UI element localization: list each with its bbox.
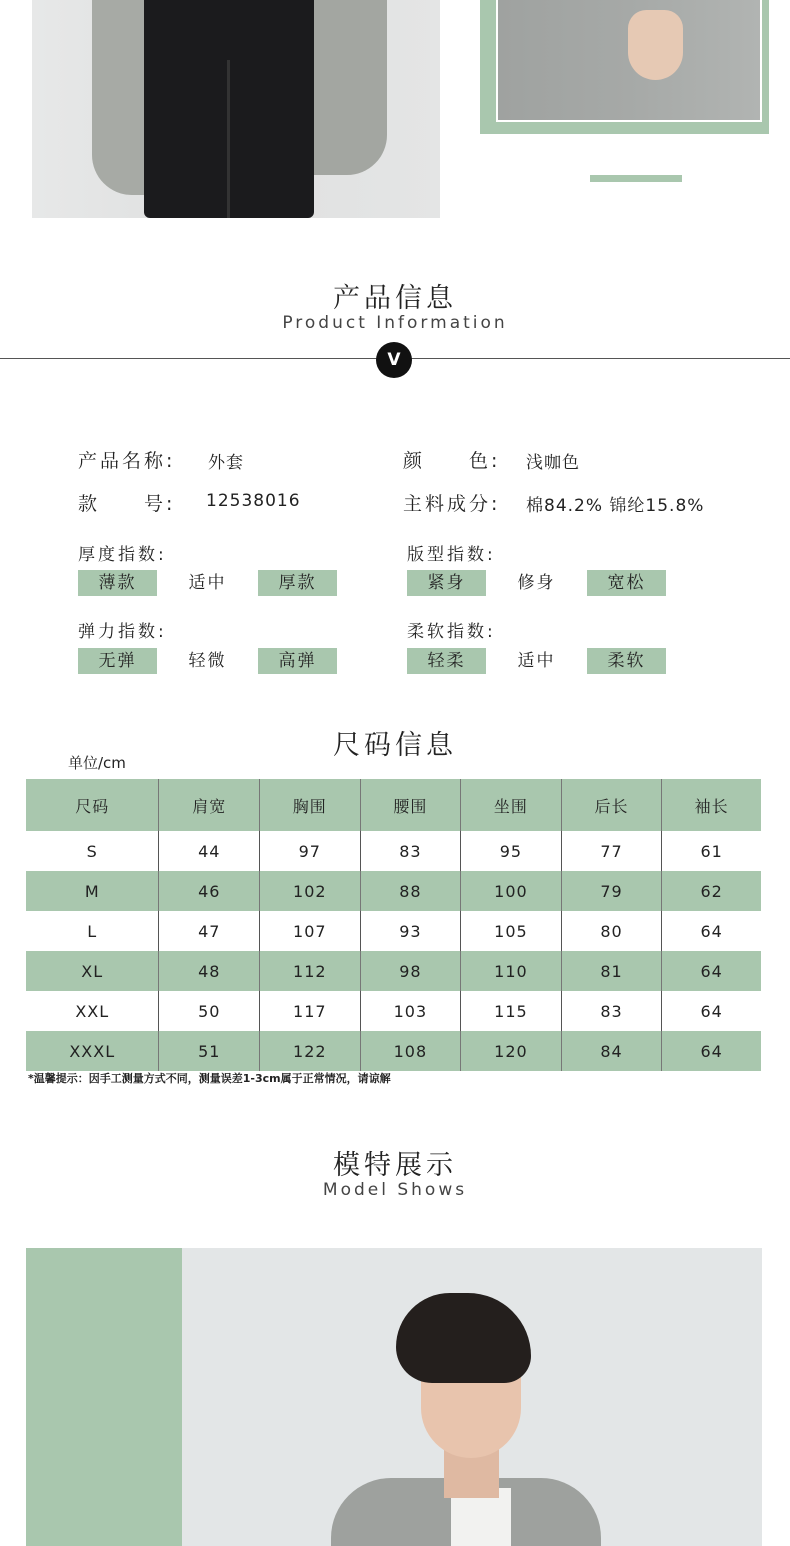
table-cell: 84 [561,1031,662,1071]
table-cell: S [86,841,98,861]
measurement-note: *温馨提示：因手工测量方式不同，测量误差1-3cm属于正常情况，请谅解 [28,1072,391,1085]
hand-in-pocket [628,10,683,80]
table-cell: 48 [159,951,260,991]
header-waist: 腰围 [360,779,461,831]
header-sleeve: 袖长 [662,779,761,831]
model-photo-accent-block [26,1248,182,1546]
table-cell: 64 [662,991,761,1031]
model-hair [396,1293,531,1383]
table-cell: 112 [260,951,361,991]
table-cell: XL [26,951,159,991]
table-cell: 105 [461,911,562,951]
table-cell: 88 [360,871,461,911]
table-row [26,871,761,911]
model-shows-subtitle: Model Shows [322,1180,468,1200]
table-cell: 93 [360,911,461,951]
field-label-material: 主料成分: [403,493,501,515]
scale-label-fit: 版型指数: [407,545,496,565]
table-cell: 61 [662,831,761,871]
table-cell: 122 [260,1031,361,1071]
table-cell: XXXL [26,1031,159,1071]
fit-option-loose: 宽松 [587,570,666,596]
table-cell: 64 [662,1031,761,1071]
table-row [26,951,761,991]
table-cell: 103 [360,991,461,1031]
table-cell: 50 [159,991,260,1031]
table-cell: 120 [461,1031,562,1071]
pants-seam [227,60,230,218]
table-row [26,1031,761,1071]
field-label-style-no: 款 号: [78,493,176,515]
fit-option-tight: 紧身 [407,570,486,596]
table-row [26,991,761,1031]
table-cell: 51 [159,1031,260,1071]
header-shoulder: 肩宽 [159,779,260,831]
table-cell: 115 [461,991,562,1031]
table-cell: M [26,871,159,911]
table-cell: 117 [260,991,361,1031]
size-unit-label: 单位/cm [68,754,126,772]
scale-label-elasticity: 弹力指数: [78,622,167,642]
table-cell: 98 [360,951,461,991]
table-cell: 108 [360,1031,461,1071]
table-cell: 62 [662,871,761,911]
table-cell: 107 [260,911,361,951]
model-photo [26,1248,762,1546]
table-cell: 81 [561,951,662,991]
thickness-option-medium: 适中 [188,573,227,593]
elasticity-option-none: 无弹 [78,648,157,674]
table-cell: L [87,921,98,941]
field-value-style-no: 12538016 [206,491,301,511]
table-cell: 46 [159,871,260,911]
softness-option-soft: 柔软 [587,648,666,674]
table-cell: 77 [561,831,662,871]
softness-option-light: 轻柔 [407,648,486,674]
header-hip: 坐围 [461,779,562,831]
table-cell: 83 [561,991,662,1031]
elasticity-option-high: 高弹 [258,648,337,674]
product-info-title: 产品信息 [333,283,457,314]
thickness-option-thin: 薄款 [78,570,157,596]
table-cell: 110 [461,951,562,991]
table-cell: 100 [461,871,562,911]
table-cell: 83 [360,831,461,871]
field-value-material: 棉84.2% 锦纶15.8% [526,496,705,516]
field-label-name: 产品名称: [78,450,176,472]
table-cell: 79 [561,871,662,911]
header-size: 尺码 [26,779,159,831]
header-back-length: 后长 [561,779,662,831]
accent-bar [590,175,682,182]
table-cell: 47 [159,911,260,951]
field-value-name: 外套 [208,453,244,473]
fit-option-slim: 修身 [517,573,556,593]
table-cell: 80 [561,911,662,951]
size-table-header [26,779,761,831]
table-row [26,831,761,871]
size-table [26,779,761,1071]
table-cell: 102 [260,871,361,911]
softness-option-medium: 适中 [517,651,556,671]
product-photo-pocket-detail [496,0,762,122]
field-label-color: 颜 色: [403,450,501,472]
table-cell: 64 [662,951,761,991]
table-row [26,911,761,951]
table-cell: 44 [159,831,260,871]
v-badge-icon: V [376,342,412,378]
scale-label-thickness: 厚度指数: [78,545,167,565]
product-photo-pants [32,0,440,218]
table-cell: 95 [461,831,562,871]
model-shows-title: 模特展示 [333,1150,457,1181]
table-cell: 97 [260,831,361,871]
product-info-subtitle: Product Information [282,313,508,333]
elasticity-option-slight: 轻微 [188,651,227,671]
size-info-title: 尺码信息 [333,730,457,761]
header-chest: 胸围 [260,779,361,831]
table-cell: 64 [662,911,761,951]
table-cell: XXL [75,1001,110,1021]
thickness-option-thick: 厚款 [258,570,337,596]
field-value-color: 浅咖色 [526,453,580,473]
scale-label-softness: 柔软指数: [407,622,496,642]
